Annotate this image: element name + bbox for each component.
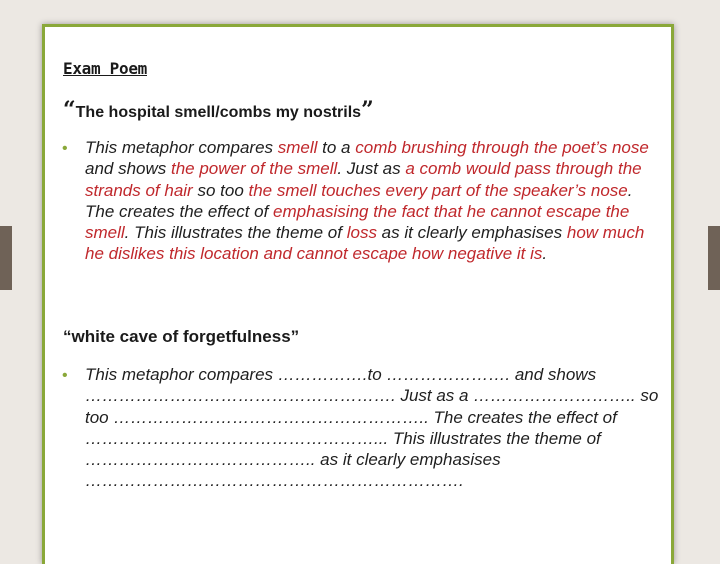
analysis-text — [85, 138, 649, 263]
slide-panel — [42, 24, 674, 564]
analysis-phrase: to a — [317, 138, 356, 157]
highlighted-phrase: the power of the smell — [171, 159, 338, 179]
highlighted-phrase: emphasising the fact that he cannot escape the smell — [85, 201, 630, 243]
left-tab-decoration — [0, 226, 12, 290]
quote-white-cave: “white cave of forgetfulness” — [63, 327, 300, 346]
highlighted-phrase: a comb would pass through the strands of hair — [85, 159, 642, 200]
bullet-icon: • — [62, 367, 68, 384]
analysis-phrase: and shows — [85, 159, 171, 179]
highlighted-phrase: comb brushing through the poet’s nose — [355, 138, 649, 157]
quote-hospital-smell — [63, 97, 374, 123]
highlighted-phrase: smell — [277, 138, 318, 157]
bullet-analysis-2 — [62, 364, 660, 492]
highlighted-phrase: how much he dislikes this location and cannot escape how negative it is — [85, 223, 645, 264]
analysis-phrase: so too — [192, 180, 249, 200]
analysis-phrase: This metaphor compares — [85, 138, 278, 157]
quote-text: The hospital smell/combs my nostrils — [75, 104, 362, 121]
analysis-phrase: . The creates the effect of — [85, 180, 633, 221]
analysis-phrase: . — [542, 244, 548, 264]
close-quote-mark: ” — [361, 97, 374, 123]
fill-in-text: This metaphor compares …………….to …………………. and shows ………………………………………………. Just as a ……………………….. so too ……………………………………………….. The creates the effect of ……………………………………………... This illustrates the theme of ………………………………….. as it clearly emphasises …………………………………………………………. — [85, 365, 659, 491]
analysis-phrase: as it clearly emphasises — [376, 223, 567, 243]
slide-title: Exam Poem — [63, 59, 147, 78]
highlighted-phrase: loss — [346, 223, 377, 243]
analysis-phrase: . Just as — [337, 159, 406, 179]
bullet-analysis-1 — [62, 137, 660, 265]
right-tab-decoration — [708, 226, 720, 290]
analysis-phrase: . This illustrates the theme of — [124, 223, 347, 243]
bullet-icon: • — [62, 140, 68, 157]
open-quote-mark: “ — [63, 97, 76, 123]
highlighted-phrase: the smell touches every part of the speaker’s nose — [248, 180, 628, 200]
